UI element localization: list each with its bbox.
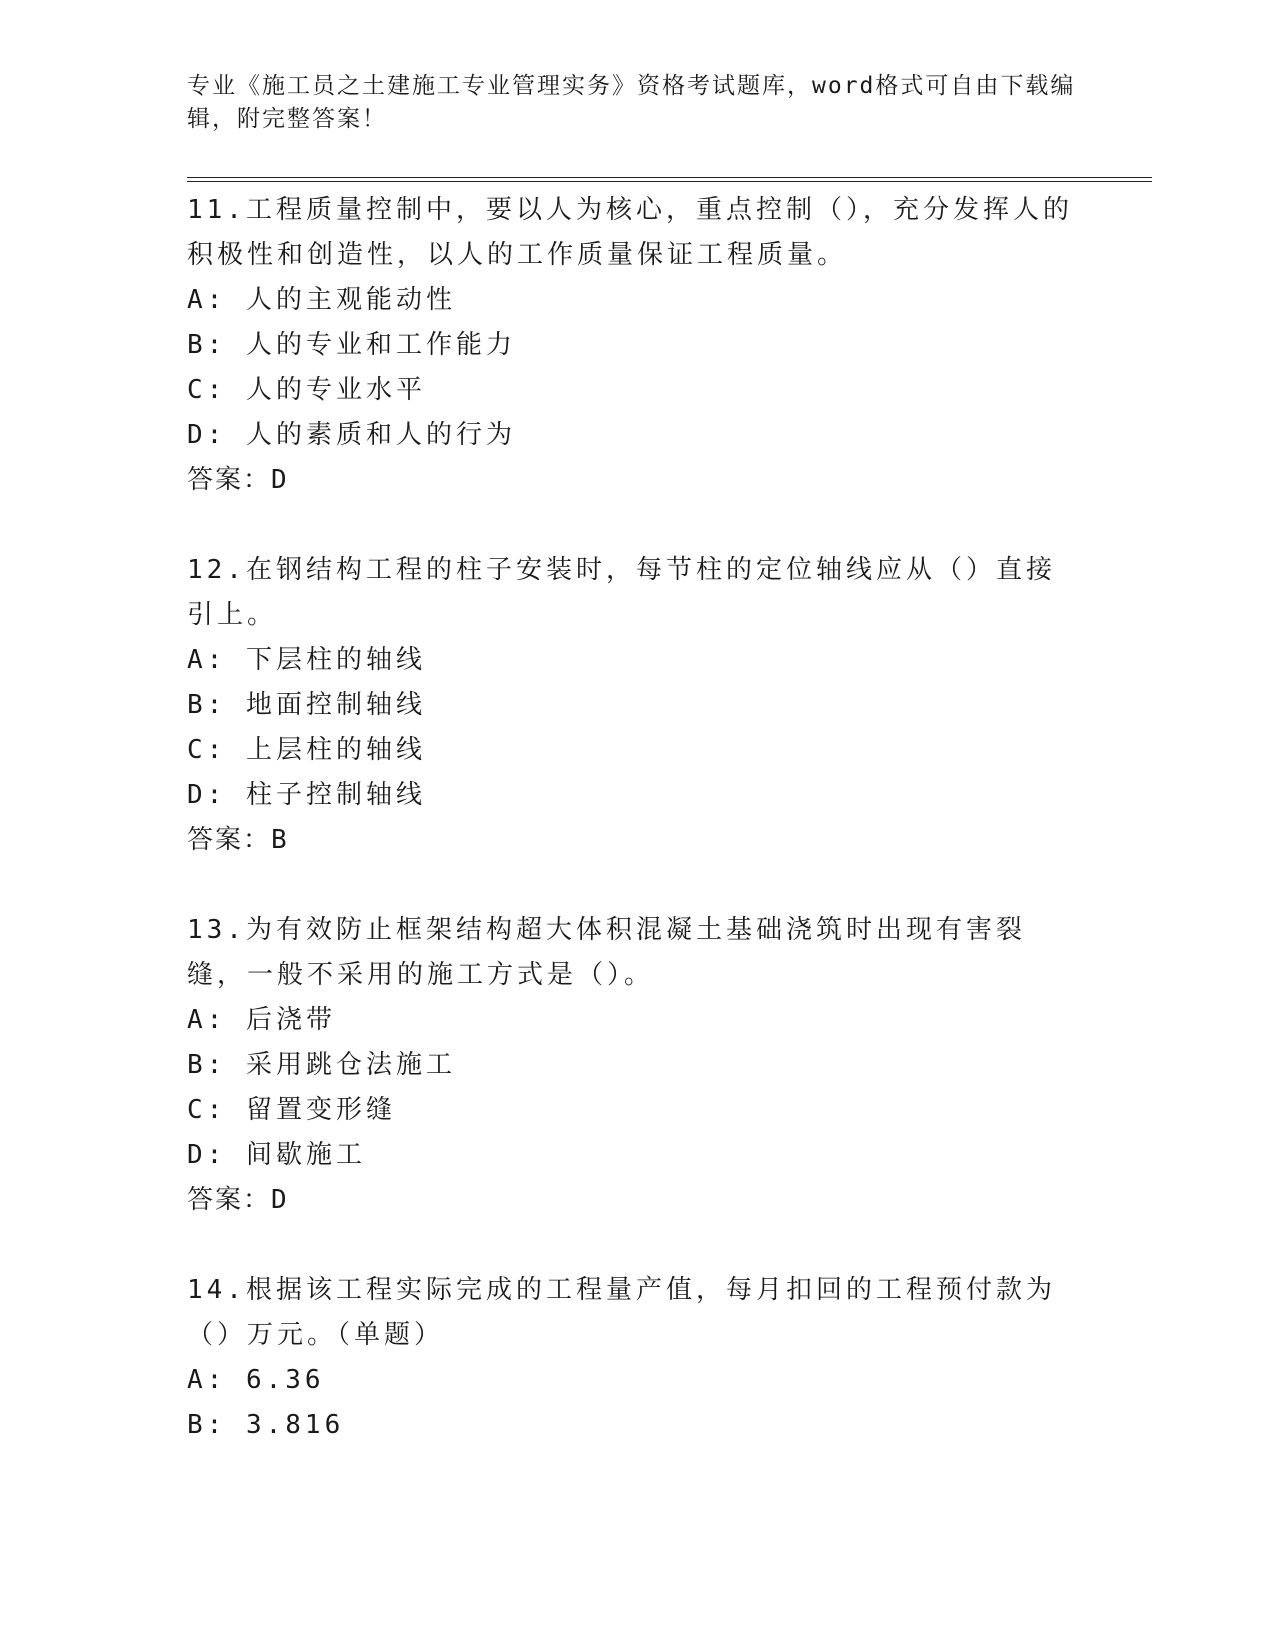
- option-b: B: 人的专业和工作能力: [187, 330, 516, 360]
- option-c: C: 留置变形缝: [187, 1095, 396, 1125]
- answer: 答案：B: [187, 825, 289, 855]
- question-text: 11.工程质量控制中，要以人为核心，重点控制（），充分发挥人的积极性和创造性，以人的工作质量保证工程质量。: [187, 195, 1073, 270]
- answer: 答案：D: [187, 1185, 289, 1215]
- option-d: D: 人的素质和人的行为: [187, 420, 516, 450]
- option-a: A: 6.36: [187, 1365, 325, 1395]
- question-text: 14.根据该工程实际完成的工程量产值，每月扣回的工程预付款为（）万元。（单题）: [187, 1275, 1056, 1350]
- answer: 答案：D: [187, 465, 289, 495]
- option-c: C: 人的专业水平: [187, 375, 426, 405]
- header-divider: [187, 177, 1152, 182]
- option-b: B: 3.816: [187, 1410, 345, 1440]
- option-d: D: 柱子控制轴线: [187, 780, 426, 810]
- option-b: B: 采用跳仓法施工: [187, 1050, 456, 1080]
- option-b: B: 地面控制轴线: [187, 690, 426, 720]
- option-a: A: 下层柱的轴线: [187, 645, 426, 675]
- option-d: D: 间歇施工: [187, 1140, 366, 1170]
- question-list: [187, 188, 1077, 1448]
- question-text: 12.在钢结构工程的柱子安装时，每节柱的定位轴线应从（）直接引上。: [187, 555, 1056, 630]
- option-a: A: 人的主观能动性: [187, 285, 456, 315]
- question-14: [187, 1268, 1077, 1448]
- document-intro: 专业《施工员之土建施工专业管理实务》资格考试题库，word格式可自由下载编辑，附完整答案！: [187, 73, 1076, 132]
- question-text: 13.为有效防止框架结构超大体积混凝土基础浇筑时出现有害裂缝，一般不采用的施工方式是（）。: [187, 915, 1026, 990]
- question-12: [187, 548, 1077, 863]
- option-c: C: 上层柱的轴线: [187, 735, 426, 765]
- question-11: [187, 188, 1077, 503]
- question-13: [187, 908, 1077, 1223]
- option-a: A: 后浇带: [187, 1005, 336, 1035]
